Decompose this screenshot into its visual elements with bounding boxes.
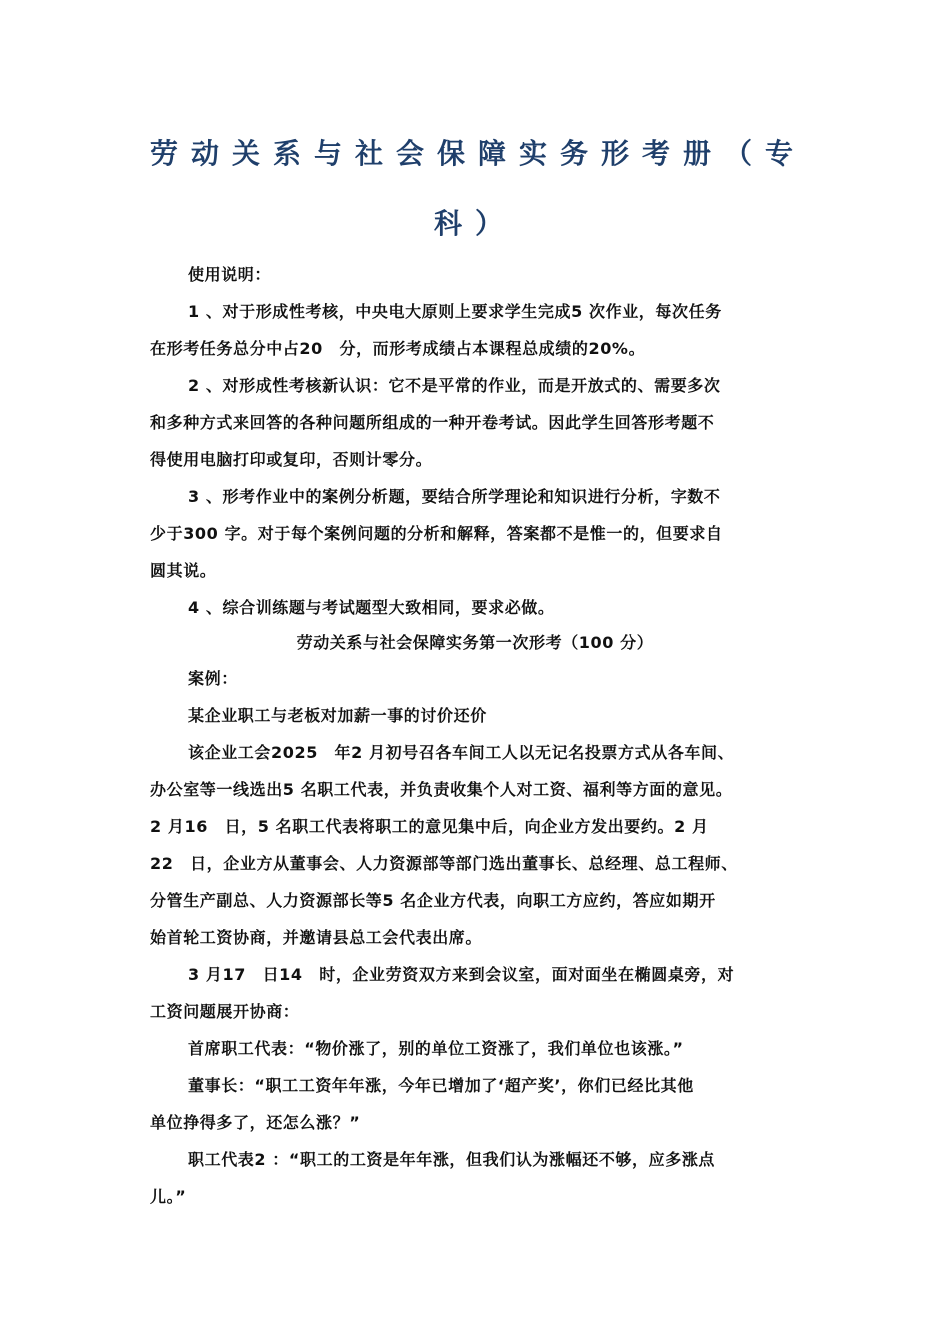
text-line: 22 日，企业方从董事会、人力资源部等部门选出董事长、总经理、总工程师、 xyxy=(150,854,738,873)
section-heading: 劳动关系与社会保障实务第一次形考（100 分） xyxy=(296,633,654,652)
text-line: 3 月17 日14 时，企业劳资双方来到会议室，面对面坐在椭圆桌旁，对 xyxy=(188,965,735,984)
text-line: 2 、对形成性考核新认识：它不是平常的作业，而是开放式的、需要多次 xyxy=(188,376,721,395)
text-line: 工资问题展开协商： xyxy=(150,1002,300,1021)
text-line: 和多种方式来回答的各种问题所组成的一种开卷考试。因此学生回答形考题不 xyxy=(150,413,715,432)
text-line: 职工代表2 ：“职工的工资是年年涨，但我们认为涨幅还不够，应多涨点 xyxy=(188,1150,716,1169)
text-line: 4 、综合训练题与考试题型大致相同，要求必做。 xyxy=(188,598,555,617)
text-line: 少于300 字。对于每个案例问题的分析和解释，答案都不是惟一的，但要求自 xyxy=(150,524,723,543)
text-line: 儿。” xyxy=(150,1187,187,1206)
text-line: 1 、对于形成性考核，中央电大原则上要求学生完成5 次作业，每次任务 xyxy=(188,302,722,321)
text-line: 办公室等一线选出5 名职工代表，并负责收集个人对工资、福利等方面的意见。 xyxy=(150,780,733,799)
usage-heading: 使用说明： xyxy=(188,265,272,284)
text-line: 单位挣得多了，还怎么涨？” xyxy=(150,1113,361,1132)
text-line: 首席职工代表：“物价涨了，别的单位工资涨了，我们单位也该涨。” xyxy=(188,1039,684,1058)
text-line: 该企业工会2025 年2 月初号召各车间工人以无记名投票方式从各车间、 xyxy=(188,743,735,762)
case-label: 案例： xyxy=(188,669,238,688)
text-line: 得使用电脑打印或复印，否则计零分。 xyxy=(150,450,433,469)
text-line: 董事长：“职工工资年年涨，今年已增加了‘超产奖’，你们已经比其他 xyxy=(188,1076,694,1095)
text-line: 圆其说。 xyxy=(150,561,217,580)
document-title-line-2: 科） xyxy=(433,207,516,240)
case-title: 某企业职工与老板对加薪一事的讨价还价 xyxy=(188,706,487,725)
text-line: 分管生产副总、人力资源部长等5 名企业方代表，向职工方应约，答应如期开 xyxy=(150,891,716,910)
document-title-line-1: 劳动关系与社会保障实务形考册（专 xyxy=(150,137,807,170)
text-line: 始首轮工资协商，并邀请县总工会代表出席。 xyxy=(150,928,483,947)
text-line: 2 月16 日，5 名职工代表将职工的意见集中后，向企业方发出要约。2 月 xyxy=(150,817,709,836)
text-line: 在形考任务总分中占20 分，而形考成绩占本课程总成绩的20%。 xyxy=(150,339,646,358)
text-line: 3 、形考作业中的案例分析题，要结合所学理论和知识进行分析，字数不 xyxy=(188,487,721,506)
